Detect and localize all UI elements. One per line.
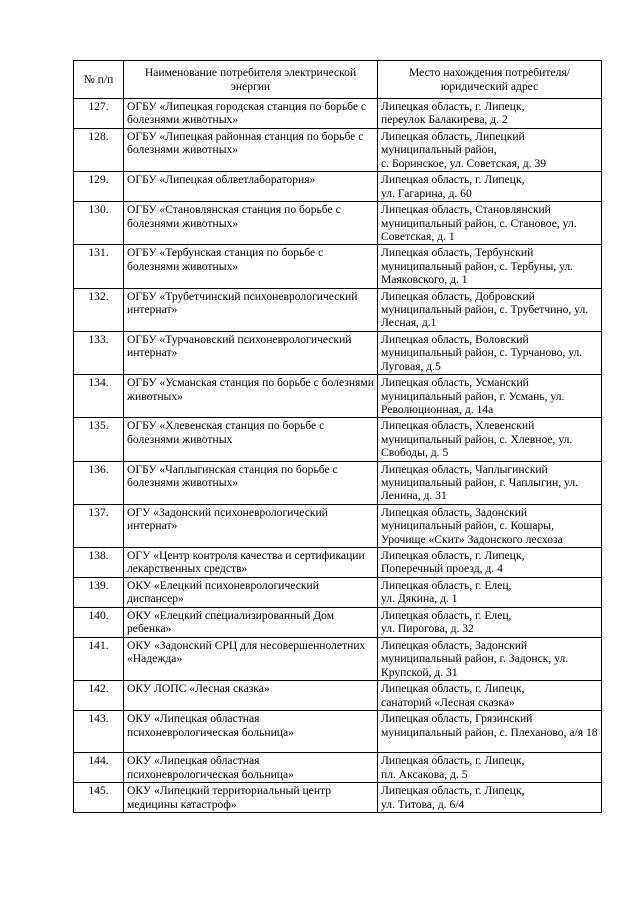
consumer-address: Липецкая область, г. Елец, ул. Дякина, д. 1 <box>378 577 602 607</box>
table-row <box>74 375 602 418</box>
row-number: 137. <box>74 504 124 547</box>
table-row <box>74 129 602 172</box>
table-row <box>74 331 602 374</box>
consumer-address: Липецкая область, г. Елец, ул. Пирогова, д. 32 <box>378 607 602 637</box>
row-number: 143. <box>74 711 124 753</box>
consumer-address: Липецкая область, г. Липецк, ул. Гагарина, д. 60 <box>378 172 602 202</box>
row-number: 136. <box>74 461 124 504</box>
consumer-address: Липецкая область, Становлянский муниципальный район, с. Становое, ул. Советская, д. 1 <box>378 202 602 245</box>
consumer-address: Липецкая область, г. Липецк, Поперечный проезд, д. 4 <box>378 547 602 577</box>
consumer-name: ОКУ «Елецкий специализированный Дом ребенка» <box>124 607 378 637</box>
document-page <box>73 60 601 813</box>
consumer-name: ОКУ «Липецкая областная психоневрологическая больница» <box>124 711 378 753</box>
consumer-name: ОГБУ «Турчановский психоневрологический интернат» <box>124 331 378 374</box>
consumer-address: Липецкая область, Чаплыгинский муниципальный район, г. Чаплыгин, ул. Ленина, д. 31 <box>378 461 602 504</box>
consumer-address: Липецкая область, г. Липецк, санаторий «Лесная сказка» <box>378 681 602 711</box>
consumer-name: ОГБУ «Липецкая облветлаборатория» <box>124 172 378 202</box>
consumer-address: Липецкая область, Усманский муниципальный район, г. Усмань, ул. Революционная, д. 14а <box>378 375 602 418</box>
consumer-name: ОКУ ЛОПС «Лесная сказка» <box>124 681 378 711</box>
consumer-name: ОКУ «Липецкий территориальный центр медицины катастроф» <box>124 783 378 813</box>
table-row <box>74 547 602 577</box>
table-row <box>74 711 602 753</box>
row-number: 132. <box>74 288 124 331</box>
row-number: 131. <box>74 245 124 288</box>
consumer-address: Липецкая область, г. Липецк, пл. Аксакова, д. 5 <box>378 753 602 783</box>
consumer-name: ОГБУ «Чаплыгинская станция по борьбе с болезнями животных» <box>124 461 378 504</box>
row-number: 134. <box>74 375 124 418</box>
row-number: 139. <box>74 577 124 607</box>
row-number: 128. <box>74 129 124 172</box>
table-row <box>74 172 602 202</box>
table-row <box>74 202 602 245</box>
consumer-name: ОГБУ «Становлянская станция по борьбе с болезнями животных» <box>124 202 378 245</box>
row-number: 142. <box>74 681 124 711</box>
row-number: 140. <box>74 607 124 637</box>
consumer-address: Липецкая область, г. Липецк, переулок Балакирева, д. 2 <box>378 99 602 129</box>
table-header-row <box>74 61 602 99</box>
consumer-name: ОГБУ «Усманская станция по борьбе с болезнями животных» <box>124 375 378 418</box>
table-row <box>74 99 602 129</box>
row-number: 145. <box>74 783 124 813</box>
row-number: 138. <box>74 547 124 577</box>
table-row <box>74 753 602 783</box>
row-number: 130. <box>74 202 124 245</box>
row-number: 127. <box>74 99 124 129</box>
table-row <box>74 577 602 607</box>
consumer-address: Липецкая область, г. Липецк, ул. Титова, д. 6/4 <box>378 783 602 813</box>
table-row <box>74 245 602 288</box>
consumer-address: Липецкая область, Хлевенский муниципальный район, с. Хлевное, ул. Свободы, д. 5 <box>378 418 602 461</box>
row-number: 133. <box>74 331 124 374</box>
table-row <box>74 637 602 680</box>
header-num: № п/п <box>74 61 124 99</box>
row-number: 144. <box>74 753 124 783</box>
table-row <box>74 461 602 504</box>
consumer-name: ОГУ «Центр контроля качества и сертификации лекарственных средств» <box>124 547 378 577</box>
consumer-address: Липецкая область, Задонский муниципальный район, г. Задонск, ул. Крупской, д. 31 <box>378 637 602 680</box>
table-row <box>74 607 602 637</box>
consumer-name: ОКУ «Задонский СРЦ для несовершеннолетних «Надежда» <box>124 637 378 680</box>
header-name: Наименование потребителя электрической энергии <box>124 61 378 99</box>
table-row <box>74 288 602 331</box>
consumers-table <box>73 60 602 813</box>
table-row <box>74 681 602 711</box>
row-number: 129. <box>74 172 124 202</box>
consumer-name: ОГБУ «Липецкая районная станция по борьбе с болезнями животных» <box>124 129 378 172</box>
consumer-name: ОКУ «Елецкий психоневрологический диспансер» <box>124 577 378 607</box>
consumer-name: ОГБУ «Тербунская станция по борьбе с болезнями животных» <box>124 245 378 288</box>
table-row <box>74 418 602 461</box>
consumer-name: ОГУ «Задонский психоневрологический интернат» <box>124 504 378 547</box>
table-row <box>74 783 602 813</box>
consumer-address: Липецкая область, Воловский муниципальный район, с. Турчаново, ул. Луговая, д.5 <box>378 331 602 374</box>
consumer-name: ОГБУ «Липецкая городская станция по борьбе с болезнями животных» <box>124 99 378 129</box>
row-number: 135. <box>74 418 124 461</box>
consumer-address: Липецкая область, Липецкий муниципальный район, с. Боринское, ул. Советская, д. 39 <box>378 129 602 172</box>
consumer-name: ОГБУ «Хлевенская станция по борьбе с болезнями животных <box>124 418 378 461</box>
table-row <box>74 504 602 547</box>
consumer-address: Липецкая область, Тербунский муниципальный район, с. Тербуны, ул. Маяковского, д. 1 <box>378 245 602 288</box>
consumer-name: ОГБУ «Трубетчинский психоневрологический интернат» <box>124 288 378 331</box>
header-address: Место нахождения потребителя/юридический адрес <box>378 61 602 99</box>
consumer-address: Липецкая область, Добровский муниципальный район, с. Трубетчино, ул. Лесная, д.1 <box>378 288 602 331</box>
consumer-address: Липецкая область, Задонский муниципальный район, с. Кошары, Урочище «Скит» Задонского лесхоза <box>378 504 602 547</box>
consumer-address: Липецкая область, Грязинский муниципальный район, с. Плеханово, а/я 18 <box>378 711 602 753</box>
row-number: 141. <box>74 637 124 680</box>
consumer-name: ОКУ «Липецкая областная психоневрологическая больница» <box>124 753 378 783</box>
